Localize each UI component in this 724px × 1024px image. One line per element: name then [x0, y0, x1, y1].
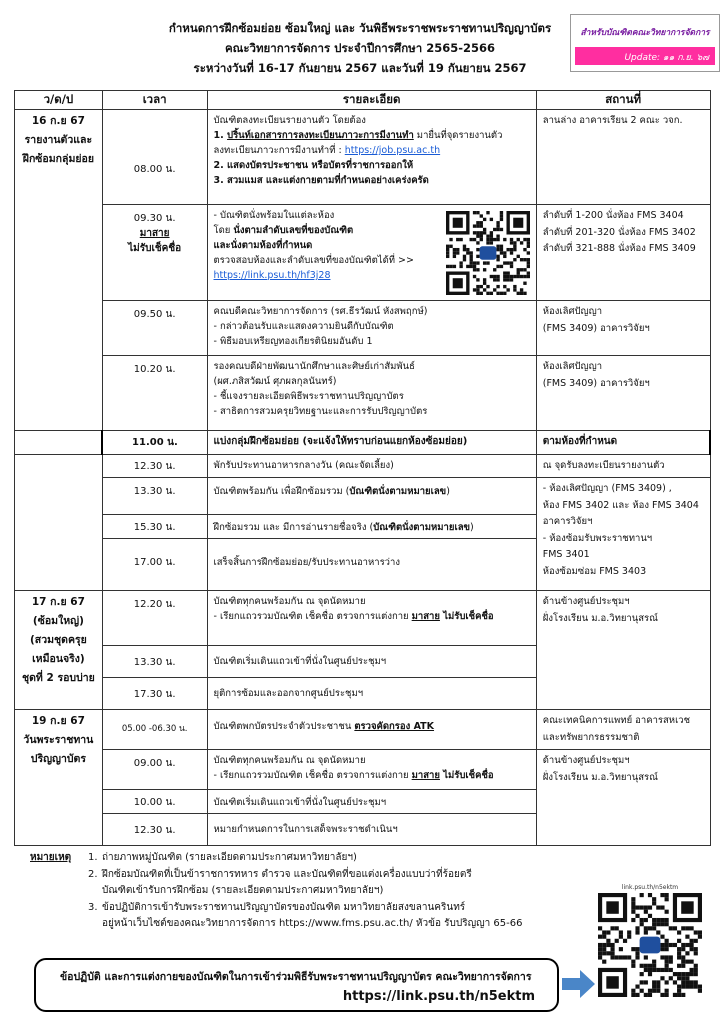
detail-text: 1. — [213, 130, 228, 141]
date-text: 16 ก.ย 67 — [31, 115, 85, 127]
location-cell: ลานล่าง อาคารเรียน 2 คณะ วจก. — [536, 110, 710, 205]
detail-text: โดย — [213, 225, 234, 236]
update-label: Update: ๑๑ ก.ย. ๖๗ — [575, 47, 715, 65]
no-check-in-notice: ไม่รับเช็คชื่อ — [439, 770, 494, 781]
day2-date-cell — [15, 591, 103, 710]
callout-text: ข้อปฏิบัติ และการแต่งกายของบัณฑิตในการเข้าร่วมพิธีรับพระราชทานปริญญาบัตร คณะวิทยาการจัดการ — [60, 971, 532, 983]
day1-date-cell — [15, 110, 103, 431]
title-line-2: คณะวิทยาการจัดการ ประจำปีการศึกษา 2565-2566 — [224, 41, 495, 55]
location-text: - ห้องซ้อมรับพระราชทานฯ — [542, 532, 653, 544]
table-row — [15, 110, 711, 205]
time-cell — [102, 205, 207, 301]
detail-text: - กล่าวต้อนรับและแสดงความยินดีกับบัณฑิต — [213, 321, 394, 332]
no-check-in-notice: ไม่รับเช็คชื่อ — [128, 243, 182, 254]
detail-cell: บัณฑิตเริ่มเดินแถวเข้าที่นั่งในศูนย์ประชุมฯ — [207, 790, 536, 814]
employment-form-text: ปริ้นท์เอกสารการลงทะเบียนภาวะการมีงานทำ — [227, 130, 414, 141]
detail-cell: หมายกำหนดการในการเสด็จพระราชดำเนินฯ — [207, 814, 536, 846]
location-text: (FMS 3409) อาคารวิจัยฯ — [542, 377, 650, 389]
empty-cell — [15, 454, 103, 591]
date-text: วันพระราชทาน — [23, 734, 94, 746]
qr-caption: link.psu.th/n5ektm — [621, 884, 679, 891]
note-item — [30, 850, 590, 867]
detail-text: มายื่นที่จุดรายงานตัว — [413, 130, 503, 141]
time-cell: 08.00 น. — [102, 110, 207, 205]
no-check-in-notice: ไม่รับเช็คชื่อ — [439, 611, 494, 622]
detail-cell: แบ่งกลุ่มฝึกซ้อมย่อย (จะแจ้งให้ทราบก่อนแยกห้องซ้อมย่อย) — [207, 431, 536, 455]
day3-date-cell — [15, 710, 103, 846]
detail-cell — [207, 515, 536, 539]
table-row — [15, 750, 711, 790]
location-text: ห้องเลิศปัญญา — [542, 306, 603, 317]
location-cell: ตามห้องที่กำหนด — [536, 431, 710, 455]
time-cell: 05.00 -06.30 น. — [102, 710, 207, 750]
detail-cell — [207, 301, 536, 356]
faculty-badge — [570, 14, 720, 72]
location-text: ลำดับที่ 201-320 นั่งห้อง FMS 3402 — [542, 226, 696, 238]
location-text: ฝั่งโรงเรียน ม.อ.วิทยานุสรณ์ — [542, 612, 658, 624]
location-text: - ห้องเลิศปัญญา (FMS 3409) , — [542, 483, 672, 494]
time-cell: 11.00 น. — [102, 431, 207, 455]
detail-text: 2. แสดงบัตรประชาชน หรือบัตรที่ราชการออกให้ — [213, 160, 414, 171]
date-text: (สวมชุดครุย — [30, 634, 87, 646]
location-text: ด้านข้างศูนย์ประชุมฯ — [542, 596, 630, 607]
detail-cell: พักรับประทานอาหารกลางวัน (คณะจัดเลี้ยง) — [207, 454, 536, 478]
note-number: 2. — [88, 868, 98, 880]
location-text: อาคารวิจัยฯ — [542, 516, 593, 527]
note-text: บัณฑิตเข้ารับการฝึกซ้อม (รายละเอียดตามประกาศมหาวิทยาลัยฯ) — [102, 885, 384, 896]
time-cell: 17.00 น. — [102, 539, 207, 591]
detail-text: - บัณฑิตนั่งพร้อมในแต่ละห้อง — [213, 210, 335, 221]
note-text: ถ่ายภาพหมู่บัณฑิต (รายละเอียดตามประกาศมหาวิทยาลัยฯ) — [102, 852, 357, 863]
note-number: 3. — [88, 901, 98, 913]
seat-lookup-link[interactable]: https://link.psu.th/hf3j28 — [213, 270, 331, 281]
arrow-right-icon — [562, 969, 596, 999]
location-text: และทรัพยากรธรรมชาติ — [542, 731, 640, 743]
detail-text: บัณฑิตนั่งตามหมายเลข — [349, 486, 447, 497]
detail-text: นั่งตามลำดับเลขที่ของบัณฑิต — [233, 225, 354, 236]
note-text: ข้อปฏิบัติการเข้ารับพระราชทานปริญญาบัตรของบัณฑิต มหาวิทยาลัยสงขลานครินทร์ — [102, 901, 466, 913]
location-text: ห้องซ้อมซ่อม FMS 3403 — [542, 565, 647, 577]
note-item — [30, 900, 590, 933]
dress-code-callout — [34, 958, 559, 1012]
document-header — [150, 18, 570, 78]
notes-section — [30, 850, 590, 933]
note-number: 1. — [88, 852, 98, 863]
table-row — [15, 591, 711, 646]
detail-cell: ยุติการซ้อมและออกจากศูนย์ประชุมฯ — [207, 678, 536, 710]
title-line-3: ระหว่างวันที่ 16-17 กันยายน 2567 และวันที่ 19 กันยายน 2567 — [193, 61, 527, 75]
notes-label: หมายเหตุ — [30, 852, 72, 863]
table-row — [15, 710, 711, 750]
time-cell: 10.20 น. — [102, 356, 207, 431]
time-cell: 09.00 น. — [102, 750, 207, 790]
date-text: 19 ก.ย 67 — [31, 715, 85, 727]
detail-text: และนั่งตามห้องที่กำหนด — [213, 240, 313, 251]
detail-cell — [207, 356, 536, 431]
detail-text: - ชี้แจงรายละเอียดพิธีพระราชทานปริญญาบัตร — [213, 391, 404, 402]
detail-text: ลงทะเบียนภาวะการมีงานทำที่ : — [213, 145, 345, 156]
detail-text: ) — [470, 522, 474, 533]
date-text: ปริญญาบัตร — [30, 753, 86, 765]
badge-title: สำหรับบัณฑิตคณะวิทยาการจัดการ — [580, 28, 710, 38]
location-text: (FMS 3409) อาคารวิจัยฯ — [542, 322, 650, 334]
detail-text: - พิธีมอบเหรียญทองเกียรตินิยมอันดับ 1 — [213, 336, 373, 347]
time-cell: 17.30 น. — [102, 678, 207, 710]
table-row — [15, 454, 711, 478]
time-cell: 12.20 น. — [102, 591, 207, 646]
job-psu-link[interactable]: https://job.psu.ac.th — [344, 145, 441, 156]
detail-text: ตรวจสอบห้องและลำดับเลขที่ของบัณฑิตได้ที่ >> — [213, 255, 414, 266]
date-text: 17 ก.ย 67 — [31, 596, 85, 608]
dress-code-link[interactable]: https://link.psu.th/n5ektm — [342, 989, 535, 1004]
date-text: เหมือนจริง) — [32, 653, 85, 665]
table-row-highlighted — [15, 431, 711, 455]
detail-text: บัณฑิตทุกคนพร้อมกัน ณ จุดนัดหมาย — [213, 596, 366, 607]
location-text: ลำดับที่ 321-888 นั่งห้อง FMS 3409 — [542, 243, 696, 254]
header-location: สถานที่ — [536, 91, 710, 110]
empty-cell — [15, 431, 103, 455]
detail-cell — [207, 710, 536, 750]
table-row — [15, 301, 711, 356]
table-row — [15, 478, 711, 515]
location-cell — [536, 710, 710, 750]
detail-cell — [207, 750, 536, 790]
schedule-table — [14, 90, 711, 846]
detail-text: คณบดีคณะวิทยาการจัดการ (รศ.ธีรวัฒน์ หังสพฤกษ์) — [213, 306, 428, 317]
detail-text: บัณฑิตพกบัตรประจำตัวประชาชน — [213, 721, 355, 732]
detail-text: บัณฑิตลงทะเบียนรายงานตัว โดยต้อง — [213, 115, 366, 126]
detail-text: บัณฑิตนั่งตามหมายเลข — [373, 522, 471, 533]
detail-cell — [207, 205, 536, 301]
seat-lookup-qr-code-icon[interactable] — [446, 211, 530, 295]
note-text: อยู่หน้าเว็บไซต์ของคณะวิทยาการจัดการ https://www.fms.psu.ac.th/ หัวข้อ รับปริญญา 65-66 — [102, 918, 523, 929]
detail-text: 3. สวมแมส และแต่งกายตามที่กำหนดอย่างเคร่งครัด — [213, 175, 429, 186]
time-cell: 15.30 น. — [102, 515, 207, 539]
dress-code-qr-code-icon[interactable] — [598, 893, 702, 997]
time-cell: 12.30 น. — [102, 454, 207, 478]
note-text: ฝึกซ้อมบัณฑิตที่เป็นข้าราชการทหาร ตำรวจ และบัณฑิตที่ขอแต่งเครื่องแบบว่าที่ร้อยตรี — [102, 868, 472, 880]
location-cell — [536, 750, 710, 846]
detail-cell: เสร็จสิ้นการฝึกซ้อมย่อย/รับประทานอาหารว่าง — [207, 539, 536, 591]
header-time: เวลา — [102, 91, 207, 110]
title-line-1: กำหนดการฝึกซ้อมย่อย ซ้อมใหญ่ และ วันพิธีพระราชพระราชทานปริญญาบัตร — [168, 21, 552, 35]
location-text: ห้อง FMS 3402 และ ห้อง FMS 3404 — [542, 499, 699, 511]
location-cell — [536, 205, 710, 301]
location-cell — [536, 356, 710, 431]
location-text: ลำดับที่ 1-200 นั่งห้อง FMS 3404 — [542, 210, 684, 221]
table-row — [15, 356, 711, 431]
atk-screening-text: ตรวจคัดกรอง ATK — [354, 721, 435, 732]
time-text: 09.30 น. — [133, 213, 176, 224]
date-text: ชุดที่ 2 รอบบ่าย — [21, 672, 95, 684]
location-cell — [536, 301, 710, 356]
detail-text: บัณฑิตทุกคนพร้อมกัน ณ จุดนัดหมาย — [213, 755, 366, 766]
detail-text: - เรียกแถวรวมบัณฑิต เช็คชื่อ ตรวจการแต่งกาย — [213, 770, 412, 781]
detail-text: - สาธิตการสวมครุยวิทยฐานะและการรับปริญญาบัตร — [213, 406, 428, 417]
location-text: ห้องเลิศปัญญา — [542, 361, 603, 372]
detail-text: ) — [446, 486, 450, 497]
location-text: คณะเทคนิคการแพทย์ อาคารสหเวช — [542, 715, 691, 726]
detail-cell — [207, 110, 536, 205]
detail-text: รองคณบดีฝ่ายพัฒนานักศึกษาและศิษย์เก่าสัมพันธ์ — [213, 361, 415, 372]
time-cell: 13.30 น. — [102, 478, 207, 515]
location-cell: ณ จุดรับลงทะเบียนรายงานตัว — [536, 454, 710, 478]
detail-text: ฝึกซ้อมรวม และ มีการอ่านรายชื่อจริง ( — [213, 522, 374, 533]
detail-text: - เรียกแถวรวมบัณฑิต เช็คชื่อ ตรวจการแต่งกาย — [213, 611, 412, 622]
detail-cell: บัณฑิตเริ่มเดินแถวเข้าที่นั่งในศูนย์ประชุมฯ — [207, 646, 536, 678]
date-text: (ซ้อมใหญ่) — [32, 615, 84, 627]
time-cell: 13.30 น. — [102, 646, 207, 678]
location-cell — [536, 478, 710, 591]
header-date: ว/ด/ป — [15, 91, 103, 110]
location-text: ด้านข้างศูนย์ประชุมฯ — [542, 755, 630, 766]
table-header-row — [15, 91, 711, 110]
date-text: ฝึกซ้อมกลุ่มย่อย — [22, 153, 94, 165]
detail-cell — [207, 591, 536, 646]
table-row — [15, 205, 711, 301]
location-cell — [536, 591, 710, 710]
time-cell: 10.00 น. — [102, 790, 207, 814]
late-notice: มาสาย — [411, 770, 440, 781]
late-notice: มาสาย — [411, 611, 440, 622]
time-cell: 12.30 น. — [102, 814, 207, 846]
header-detail: รายละเอียด — [207, 91, 536, 110]
detail-cell — [207, 478, 536, 515]
location-text: FMS 3401 — [542, 549, 590, 560]
late-notice: มาสาย — [139, 228, 170, 239]
note-item — [30, 867, 590, 900]
date-text: รายงานตัวและ — [24, 134, 93, 146]
location-text: ฝั่งโรงเรียน ม.อ.วิทยานุสรณ์ — [542, 771, 658, 783]
time-cell: 09.50 น. — [102, 301, 207, 356]
detail-text: (ผศ.ภสิสวัฒน์ ศุภผลกุลนันทร์) — [213, 376, 337, 387]
detail-text: บัณฑิตพร้อมกัน เพื่อฝึกซ้อมรวม ( — [213, 486, 350, 497]
